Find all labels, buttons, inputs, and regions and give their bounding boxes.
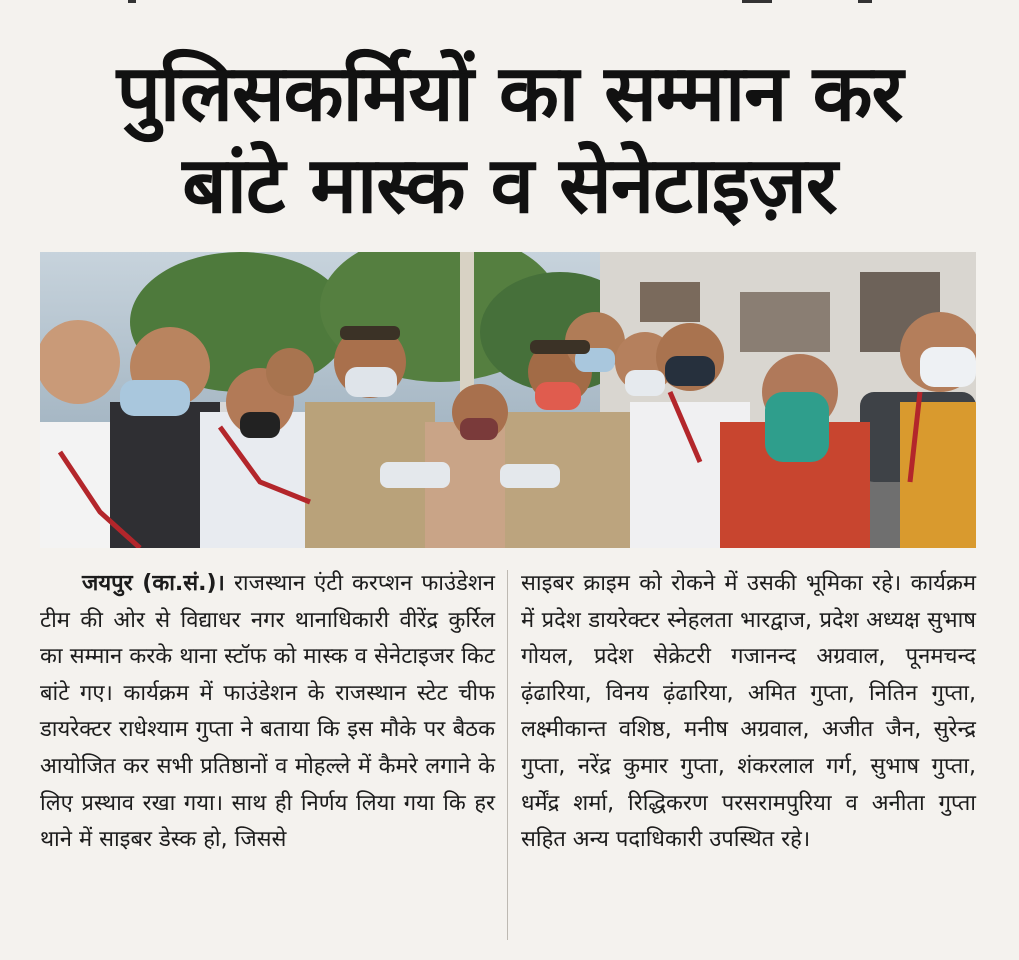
headline — [0, 48, 1019, 232]
article-column-2 — [521, 566, 976, 859]
clipping-edge-mark — [858, 0, 872, 3]
clipping-edge-mark — [128, 0, 136, 3]
column-divider — [507, 570, 508, 940]
news-photo — [40, 252, 976, 548]
article-body — [40, 566, 976, 946]
column-2-text: साइबर क्राइम को रोकने में उसकी भूमिका रहे। कार्यक्रम में प्रदेश डायरेक्टर स्नेहलता भारद्वाज, प्रदेश अध्यक्ष सुभाष गोयल, प्रदेश सेक्रेटरी गजानन्द अग्रवाल, पूनमचन्द ढ़ंढारिया, विनय ढ़ंढारिया, अमित गुप्ता, नितिन गुप्ता, लक्ष्मीकान्त वशिष्ठ, मनीष अग्रवाल, अजीत जैन, सुरेन्द्र गुप्ता, नरेंद्र कुमार गुप्ता, शंकरलाल गर्ग, सुभाष गुप्ता, धर्मेंद्र शर्मा, रिद्धिकरण परसरामपुरिया व अनीता गुप्ता सहित अन्य पदाधिकारी उपस्थित रहे। — [521, 571, 976, 853]
clipping-edge-mark — [742, 0, 772, 3]
top-strip — [0, 0, 1019, 10]
headline-line-1: पुलिसकर्मियों का सम्मान कर — [116, 49, 903, 139]
headline-line-2: बांटे मास्क व सेनेटाइज़र — [182, 141, 837, 231]
dateline: जयपुर (का.सं.)। — [82, 571, 225, 596]
photo-illustration — [40, 252, 976, 548]
column-1-text: राजस्थान एंटी करप्शन फाउंडेशन टीम की ओर से विद्याधर नगर थानाधिकारी वीरेंद्र कुर्रिल का सम्मान करके थाना स्टॉफ को मास्क व सेनेटाइजर किट बांटे गए। कार्यक्रम में फाउंडेशन के राजस्थान स्टेट चीफ डायरेक्टर राधेश्याम गुप्ता ने बताया कि इस मौके पर बैठक आयोजित कर सभी प्रतिष्ठानों व मोहल्ले में कैमरे लगाने के लिए प्रस्थाव रखा गया। साथ ही निर्णय लिया गया कि हर थाने में साइबर डेस्क हो, जिससे — [40, 571, 495, 853]
article-column-1 — [40, 566, 495, 859]
